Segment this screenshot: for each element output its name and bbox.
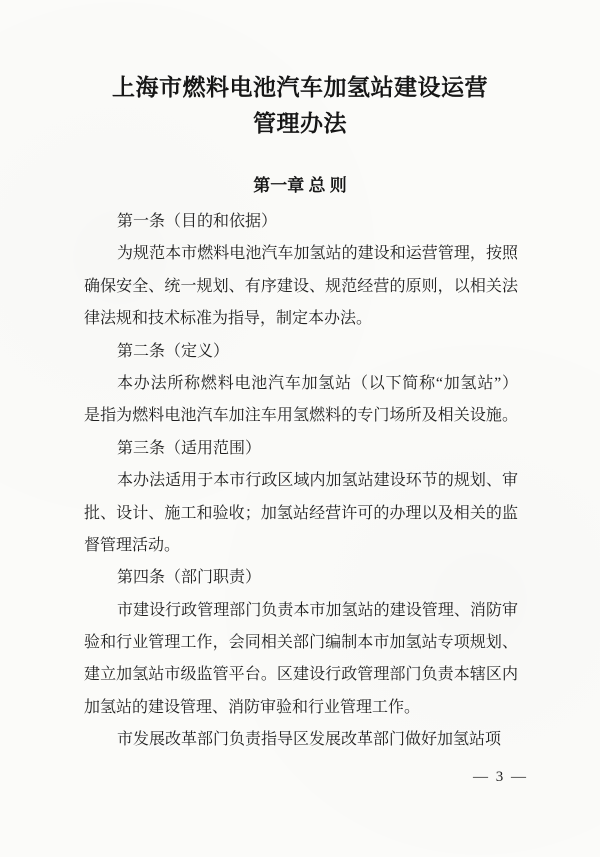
- text-line: 批、设计、施工和验收；加氢站经营许可的办理以及相关的监: [84, 504, 518, 522]
- text-line: 验和行业管理工作，会同相关部门编制本市加氢站专项规划、: [84, 634, 518, 652]
- text-line: 为规范本市燃料电池汽车加氢站的建设和运营管理，按照: [117, 245, 518, 263]
- text-line: 督管理活动。: [84, 536, 181, 554]
- document-title-line-2: 管理办法: [253, 111, 347, 136]
- text-line: 确保安全、统一规划、有序建设、规范经营的原则，以相关法: [84, 277, 518, 295]
- document-body: [84, 206, 518, 757]
- text-line: 市建设行政管理部门负责本市加氢站的建设管理、消防审: [117, 601, 518, 619]
- text-line: 加氢站的建设管理、消防审验和行业管理工作。: [84, 698, 421, 716]
- text-line: 本办法适用于本市行政区域内加氢站建设环节的规划、审: [117, 472, 518, 490]
- text-line: 市发展改革部门负责指导区发展改革部门做好加氢站项: [117, 731, 502, 749]
- text-line: 律法规和技术标准为指导，制定本办法。: [84, 310, 373, 328]
- text-line: 是指为燃料电池汽车加注车用氢燃料的专门场所及相关设施。: [84, 407, 518, 425]
- article-heading: 第四条（部门职责）: [117, 569, 262, 587]
- page-number: — 3 —: [473, 769, 528, 785]
- document-title: [0, 70, 600, 142]
- article-heading: 第一条（目的和依据）: [117, 213, 278, 230]
- document-title-line-1: 上海市燃料电池汽车加氢站建设运营: [112, 75, 488, 100]
- chapter-heading: 第一章 总 则: [253, 176, 347, 195]
- article-heading: 第二条（定义）: [117, 342, 230, 360]
- text-line: 本办法所称燃料电池汽车加氢站（以下简称“加氢站”）: [117, 374, 518, 392]
- text-line: 建立加氢站市级监管平台。区建设行政管理部门负责本辖区内: [84, 666, 518, 684]
- article-heading: 第三条（适用范围）: [117, 439, 262, 457]
